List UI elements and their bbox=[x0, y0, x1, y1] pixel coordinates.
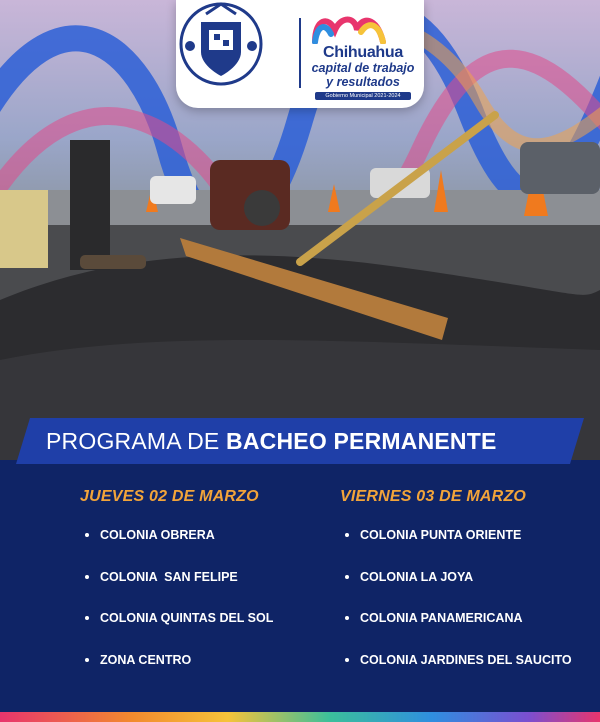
brand-subtitle-line2: y resultados bbox=[326, 75, 400, 89]
worker-boot bbox=[80, 255, 146, 269]
schedule-column-friday bbox=[340, 486, 590, 692]
bullet-icon bbox=[345, 616, 349, 620]
truck bbox=[520, 142, 600, 194]
list-item-label: ZONA CENTRO bbox=[100, 652, 192, 667]
list-item bbox=[80, 526, 320, 568]
list-item bbox=[340, 609, 590, 651]
brand-title: Chihuahua bbox=[323, 44, 403, 61]
bucket bbox=[0, 190, 48, 268]
list-item bbox=[80, 651, 320, 693]
list-item-label: COLONIA JARDINES DEL SAUCITO bbox=[360, 652, 572, 667]
list-item-label: COLONIA PANAMERICANA bbox=[360, 611, 523, 625]
banner-title-bold: BACHEO PERMANENTE bbox=[226, 428, 497, 454]
schedule-column-thursday bbox=[80, 486, 320, 692]
bullet-icon bbox=[85, 575, 89, 579]
neighborhood-list bbox=[80, 526, 320, 692]
day-heading: JUEVES 02 DE MARZO bbox=[80, 488, 259, 505]
logo-card bbox=[176, 0, 424, 108]
bullet-icon bbox=[345, 658, 349, 662]
logo-divider bbox=[299, 18, 301, 88]
banner-title-light: PROGRAMA DE bbox=[46, 428, 227, 454]
bullet-icon bbox=[345, 533, 349, 537]
list-item-label: COLONIA OBRERA bbox=[100, 528, 215, 542]
list-item bbox=[80, 568, 320, 610]
list-item-label: COLONIA LA JOYA bbox=[360, 569, 474, 584]
neighborhood-list bbox=[340, 526, 590, 692]
bullet-icon bbox=[85, 616, 89, 620]
brand-logo bbox=[309, 12, 417, 102]
brand-tagline: Gobierno Municipal 2021-2024 bbox=[315, 92, 411, 100]
list-item bbox=[340, 526, 590, 568]
day-heading: VIERNES 03 DE MARZO bbox=[340, 488, 527, 505]
bullet-icon bbox=[85, 658, 89, 662]
list-item bbox=[80, 609, 320, 651]
bullet-icon bbox=[85, 533, 89, 537]
schedule-section bbox=[0, 464, 600, 714]
list-item bbox=[340, 651, 590, 693]
banner-title bbox=[46, 424, 497, 458]
worker-legs bbox=[70, 140, 110, 270]
bullet-icon bbox=[345, 575, 349, 579]
compactor-wheel bbox=[244, 190, 280, 226]
list-item bbox=[340, 568, 590, 610]
bottom-color-stripe bbox=[0, 712, 600, 722]
list-item-label: COLONIA PUNTA ORIENTE bbox=[360, 528, 522, 542]
list-item-label: COLONIA QUINTAS DEL SOL bbox=[100, 611, 274, 625]
car bbox=[150, 176, 196, 204]
list-item-label: COLONIA SAN FELIPE bbox=[100, 569, 238, 584]
city-crest-icon bbox=[176, 0, 266, 88]
brand-mark-icon bbox=[309, 12, 389, 44]
brand-subtitle-line1: capital de trabajo bbox=[311, 61, 415, 75]
